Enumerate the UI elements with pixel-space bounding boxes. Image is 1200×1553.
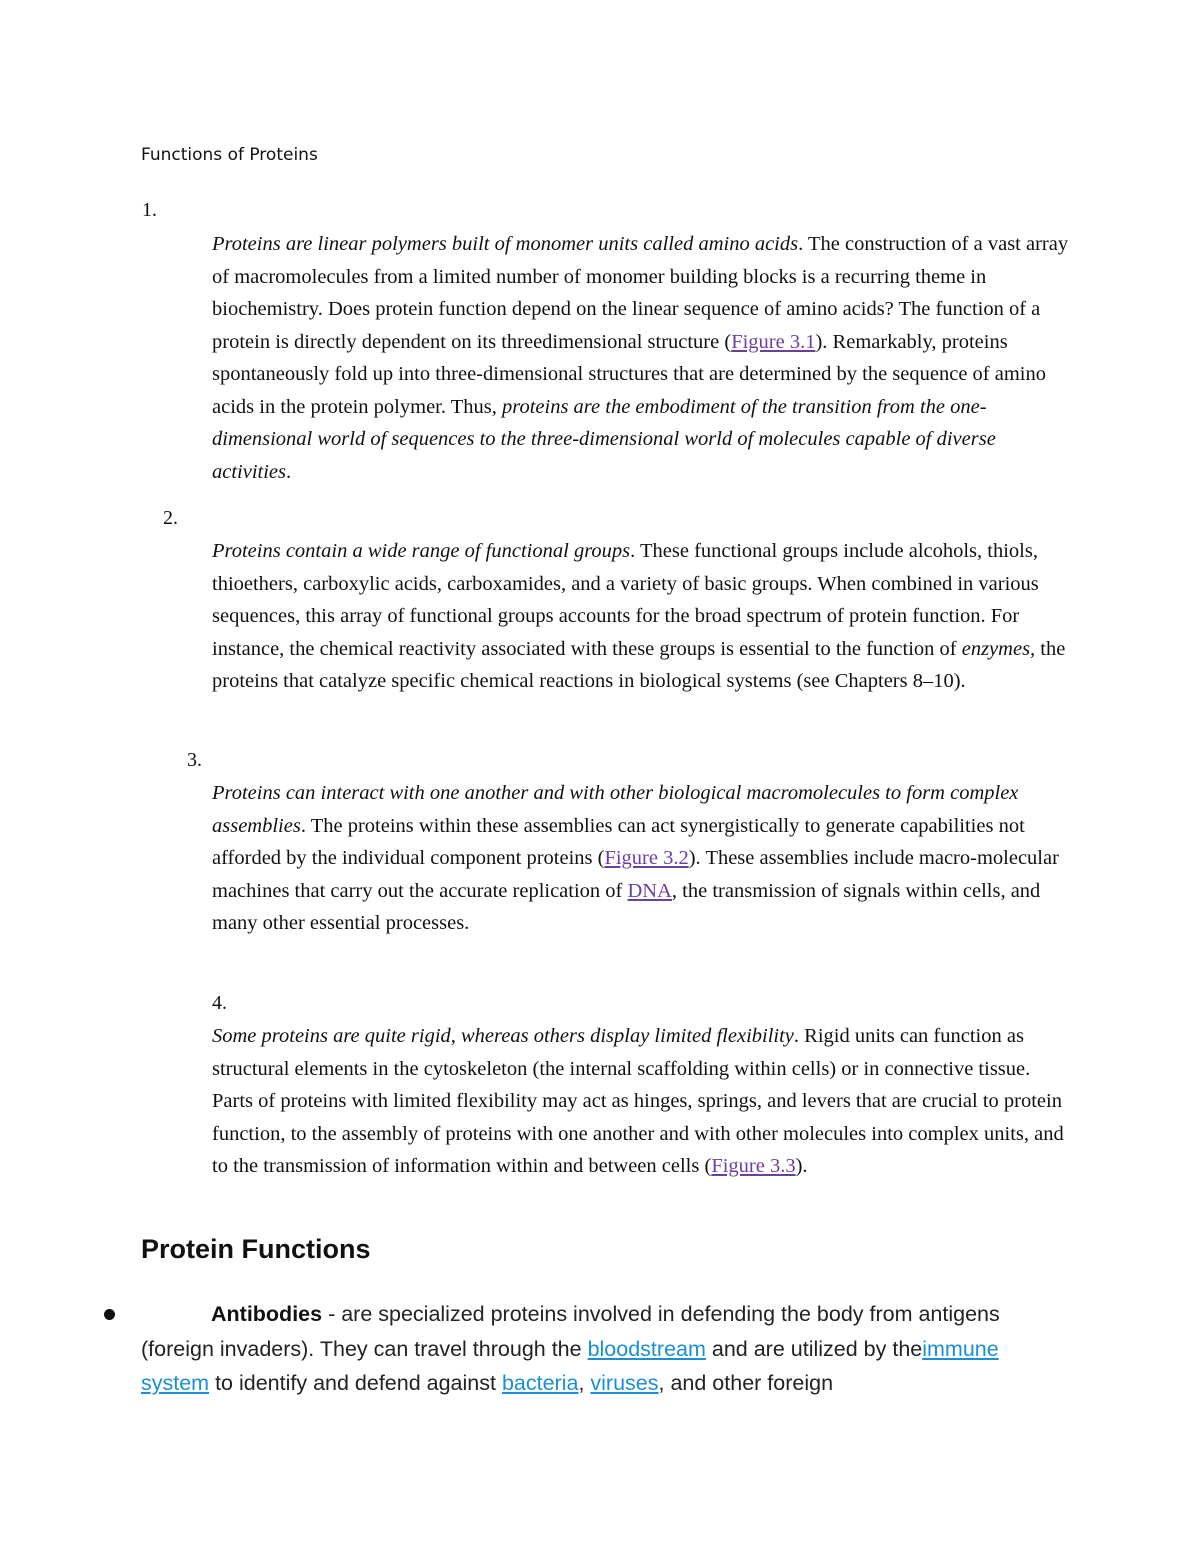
figure-3-1-link[interactable]: Figure 3.1 — [731, 330, 816, 353]
bullet-text-d: , — [578, 1371, 591, 1395]
item-1-text-c: . — [286, 460, 292, 483]
item-2-emphasis: enzymes, — [961, 637, 1036, 660]
bullet-term: Antibodies — [211, 1302, 323, 1326]
item-3-text-b: ). These assemblies include macro-molecular machines that carry out the accurate replication of — [212, 847, 1059, 902]
list-number-2: 2. — [163, 507, 178, 529]
section-heading: Protein Functions — [141, 1234, 371, 1264]
item-1-emphasis: proteins are the embodiment of the transition from the one-dimensional world of sequences to the three-dimensional world of molecules capable of diverse activities — [212, 395, 996, 483]
list-number-1: 1. — [142, 199, 157, 221]
item-2-lead: Proteins contain a wide range of functional groups — [212, 540, 631, 562]
bacteria-link[interactable]: bacteria — [501, 1371, 579, 1395]
item-1-text-a: . The construction of a vast array of macromolecules from a limited number of monomer building blocks is a recurring theme in biochemistry. Does protein function depend on the linear sequence of amino acids? The function of a protein is directly dependent on its threedimensional structure ( — [212, 233, 1069, 353]
figure-3-2-link[interactable]: Figure 3.2 — [604, 847, 689, 869]
viruses-link[interactable]: viruses — [590, 1371, 659, 1395]
item-2-text-b: the proteins that catalyze specific chemical reactions in biological systems (see Chapters 8–10). — [212, 637, 1066, 692]
list-number-3: 3. — [187, 749, 202, 771]
document-title: Functions of Proteins — [141, 145, 318, 165]
item-3-text-a: . The proteins within these assemblies can act synergistically to generate capabilities not afforded by the individual component proteins ( — [212, 814, 1025, 869]
item-3-lead: Proteins can interact with one another and with other biological macromolecules to form complex assemblies — [212, 782, 1019, 837]
list-item-2 — [212, 535, 1072, 698]
bloodstream-link[interactable]: bloodstream — [587, 1336, 706, 1361]
list-number-4: 4. — [212, 992, 227, 1014]
bullet-text-a: - are specialized proteins involved in defending the body from antigens (foreign invaders). They can travel through the — [141, 1302, 1000, 1361]
bullet-text-b: and are utilized by the — [705, 1336, 923, 1361]
list-item-1 — [212, 228, 1072, 488]
item-4-lead: Some proteins are quite rigid, whereas others display limited flexibility — [212, 1025, 794, 1047]
item-1-text-b: ). Remarkably, proteins spontaneously fold up into three-dimensional structures that are determined by the sequence of amino acids in the protein polymer. Thus, — [212, 330, 1046, 418]
list-item-4 — [212, 1020, 1072, 1183]
list-item-3 — [212, 777, 1072, 940]
item-1-lead: Proteins are linear polymers built of monomer units called amino acids — [212, 233, 799, 255]
item-4-text-b: ). — [795, 1155, 808, 1177]
immune-system-link[interactable]: immune system — [141, 1336, 999, 1395]
item-2-text-a: . These functional groups include alcohols, thiols, thioethers, carboxylic acids, carboxamides, and a variety of basic groups. When combined in various sequences, this array of functional groups accounts for the broad spectrum of protein function. For instance, the chemical reactivity associated with these groups is essential to the function of — [212, 540, 1039, 660]
figure-3-3-link[interactable]: Figure 3.3 — [711, 1155, 796, 1177]
item-3-text-c: , the transmission of signals within cells, and many other essential processes. — [212, 879, 1041, 934]
bullet-icon — [104, 1309, 115, 1320]
item-4-text-a: . Rigid units can function as structural elements in the cytoskeleton (the internal scaffolding within cells) or in connective tissue. Parts of proteins with limited flexibility may act as hinges, springs, and levers that are crucial to protein function, to the assembly of proteins with one another and with other molecules into complex units, and to the transmission of information within and between cells ( — [212, 1025, 1064, 1177]
bullet-text-c: to identify and defend against — [209, 1371, 502, 1395]
bullet-item-antibodies — [141, 1297, 1071, 1401]
bullet-text-e: , and other foreign — [658, 1371, 834, 1395]
dna-link[interactable]: DNA — [627, 879, 672, 902]
